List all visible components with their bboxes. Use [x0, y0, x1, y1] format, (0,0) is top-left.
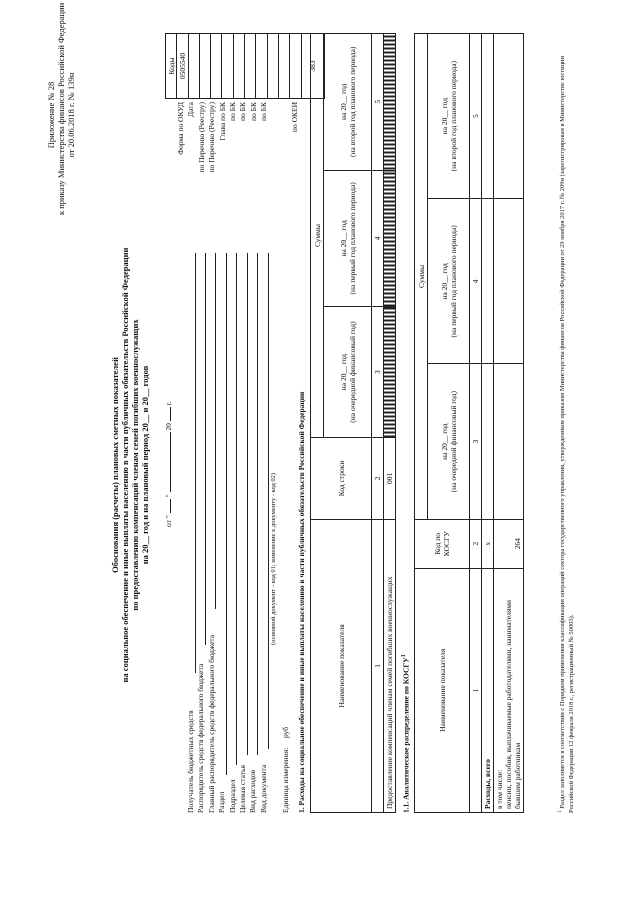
s11-row-pens-value-3: [494, 34, 524, 199]
s11-num-2: 2: [470, 519, 482, 568]
s11-col-year1-label: на 20__ год: [439, 423, 449, 460]
unit-value: руб: [281, 726, 290, 738]
table-row: [494, 34, 524, 813]
field-underline-5: [236, 253, 237, 765]
title-line-4: на 20__ год и на плановый период 20__ и 20__ годов: [140, 365, 150, 565]
appendix-date: от 20.06.2018 г. № 139н: [66, 72, 76, 158]
s1-num-4: 4: [372, 170, 384, 307]
section1-table: [310, 33, 396, 813]
s11-col-year3: [428, 34, 470, 199]
date-label: Дата: [186, 102, 196, 117]
code-cell-bk-3: [256, 34, 267, 99]
s11-row-total-value-2: [482, 199, 494, 364]
s1-col-name: Наименование показателя: [311, 519, 372, 812]
s11-col-year3-sub: (на второй год планового периода): [448, 60, 458, 172]
field-section: Раздел: [217, 791, 227, 813]
s11-col-year3-label: на 20__ год: [439, 97, 449, 135]
s11-num-4: 4: [470, 199, 482, 364]
s11-num-1: 1: [470, 568, 482, 812]
field-document-type: Вид документа: [258, 764, 268, 813]
field-recipient: Получатель бюджетных средств: [186, 710, 195, 813]
s11-row-pens-text: пенсии, пособия, выплачиваемые работодателями, нанимателями бывшим работникам: [504, 599, 522, 809]
title-line-3: по предоставлению компенсаций членам семей погибших военнослужащих: [130, 319, 140, 611]
title-line-2: на социальное обеспечение и иные выплаты населению в части публичных обязательств Российской Федерации: [120, 247, 130, 683]
s1-col-year2-label: на 20__ год: [338, 220, 348, 257]
s11-col-code: Код по КОСГУ: [415, 519, 470, 568]
s11-num-3: 3: [470, 364, 482, 519]
section11-title-footnote-mark: 1: [400, 654, 407, 658]
s1-row-label: Предоставление компенсаций членам семей погибших военнослужащих: [384, 519, 396, 812]
s11-col-sums: Суммы: [415, 34, 428, 520]
date-year: 20: [164, 423, 173, 431]
unit-label: Единица измерения:: [281, 747, 290, 813]
s1-col-year2: [324, 170, 372, 307]
code-cell-bk-1: [233, 34, 244, 99]
s11-col-year1-sub: (на очередной финансовый год): [448, 391, 458, 493]
field-underline-6: [247, 253, 248, 755]
table-row: [482, 34, 494, 813]
code-cell-date: [188, 34, 199, 99]
code-cell-bk-2: [245, 34, 256, 99]
appendix-block: [46, 2, 76, 215]
date-from: от ": [164, 515, 173, 527]
codes-labels: [176, 102, 301, 250]
s1-row-value-3: [384, 34, 396, 171]
section11-title: [400, 654, 411, 813]
s1-num-2: 2: [372, 438, 384, 520]
code-cell-glava: [222, 34, 233, 99]
s1-col-sums: Суммы: [311, 34, 324, 438]
field-underline-1: [195, 253, 196, 673]
s1-row-value-1: [384, 307, 396, 438]
table-row: [384, 34, 396, 813]
s1-col-code: Код строки: [311, 438, 372, 520]
s1-col-year1: [324, 307, 372, 438]
bk-label-1: по БК: [228, 102, 238, 121]
codes-header: Коды: [166, 34, 177, 99]
s11-row-pens-label: [494, 568, 524, 812]
field-main-distributor: Главный распорядитель средств федерального бюджета: [206, 634, 216, 813]
field-expense-type: Вид расходов: [248, 769, 258, 813]
perechen-label-2: по Перечню (Реестру): [207, 102, 217, 173]
code-cell-empty-2: [290, 34, 301, 99]
date-quote: ": [164, 494, 173, 498]
section11-title-text: 1.1. Аналитическое распределение по КОСГУ: [401, 657, 411, 813]
s11-col-year1: [428, 364, 470, 519]
field-underline-8: [268, 253, 269, 749]
s11-row-pens-value-2: [494, 199, 524, 364]
perechen-label-1: по Перечню (Реестру): [196, 102, 206, 173]
footnote-line-1: Раздел заполняется в соответствии с Порядком применения классификации операций сектора государственного управления, утвержденным приказом Министерства финансов Российской Федерации от 29 ноября 2017 г. № 209н (зарегистрирован в Министерстве юстиции: [559, 56, 567, 809]
s11-row-total-value-1: [482, 364, 494, 519]
bk-label-2: по БК: [238, 102, 248, 121]
s1-row-value-2: [384, 170, 396, 307]
footnote: [556, 33, 576, 813]
s11-col-year2-label: на 20__ год: [439, 263, 449, 300]
title-line-1: Обоснования (расчеты) плановых сметных показателей: [110, 357, 120, 573]
appendix-number: Приложение № 28: [46, 81, 56, 149]
s1-row-code: 001: [384, 438, 396, 520]
s1-col-year2-sub: (на первый год планового периода): [347, 182, 357, 295]
s11-row-total-value-3: [482, 34, 494, 199]
code-cell-empty-1: [278, 34, 289, 99]
field-underline-4: [226, 253, 227, 775]
appendix-order: к приказу Министерства финансов Российской Федерации: [56, 2, 66, 215]
section11-table: [414, 33, 524, 813]
s1-col-year3: [324, 34, 372, 171]
s11-row-total-code: х: [482, 519, 494, 568]
bk-label-3: по БК: [248, 102, 258, 121]
s1-num-3: 3: [372, 307, 384, 438]
s11-col-name: Наименование показателя: [415, 568, 470, 812]
s1-num-1: 1: [372, 519, 384, 812]
code-cell-perechen-2: [211, 34, 222, 99]
code-cell-perechen-1: [199, 34, 210, 99]
s1-col-year1-sub: (на очередной финансовый год): [347, 321, 357, 423]
s11-col-year2: [428, 199, 470, 364]
form-okud-label: Форма по ОКУД: [176, 102, 185, 155]
okei-label: по ОКЕИ: [290, 102, 300, 133]
document-title: [110, 205, 150, 725]
s1-col-year3-sub: (на второй год планового периода): [347, 46, 357, 157]
field-underline-2: [205, 253, 206, 645]
footnote-mark: 1: [557, 810, 563, 813]
s11-row-pens-code: 264: [494, 519, 524, 568]
unit-row: [281, 727, 290, 813]
s1-col-year1-label: на 20__ год: [338, 353, 348, 391]
glava-label: Глава по БК: [217, 102, 227, 141]
s11-row-total-label: Расходы, всего: [482, 568, 494, 812]
date-suffix: г.: [164, 401, 173, 406]
field-target-article: Целевая статья: [238, 765, 248, 813]
section1-title: 1. Расходы на социальное обеспечение и иные выплаты населению в части публичных обязательств Российской Федерации: [297, 391, 306, 813]
field-distributor: Распорядитель средств федерального бюджета: [196, 663, 206, 813]
s11-col-year2-sub: (на первый год планового периода): [448, 225, 458, 338]
field-subsection: Подраздел: [227, 779, 237, 813]
bk-label-4: по БК: [259, 102, 269, 121]
field-underline-7: [257, 253, 258, 755]
s11-row-pens-value-1: [494, 364, 524, 519]
form-okud-code: 0505540: [177, 34, 188, 99]
codes-table: [165, 33, 325, 99]
s1-col-year3-label: на 20__ год: [338, 83, 348, 120]
code-cell-bk-4: [267, 34, 278, 99]
document-type-hint: (основной документ - код 01; изменение к документу - код 02): [270, 472, 277, 645]
field-underline-3: [215, 253, 216, 609]
s11-row-incl: в том числе:: [495, 769, 504, 809]
footnote-line-2: Российской Федерации 12 февраля 2018 г., регистрационный № 50003).: [567, 614, 575, 813]
s11-num-5: 5: [470, 34, 482, 199]
s1-num-5: 5: [372, 34, 384, 171]
okei-code: 383: [301, 34, 324, 99]
date-line: [164, 401, 173, 527]
